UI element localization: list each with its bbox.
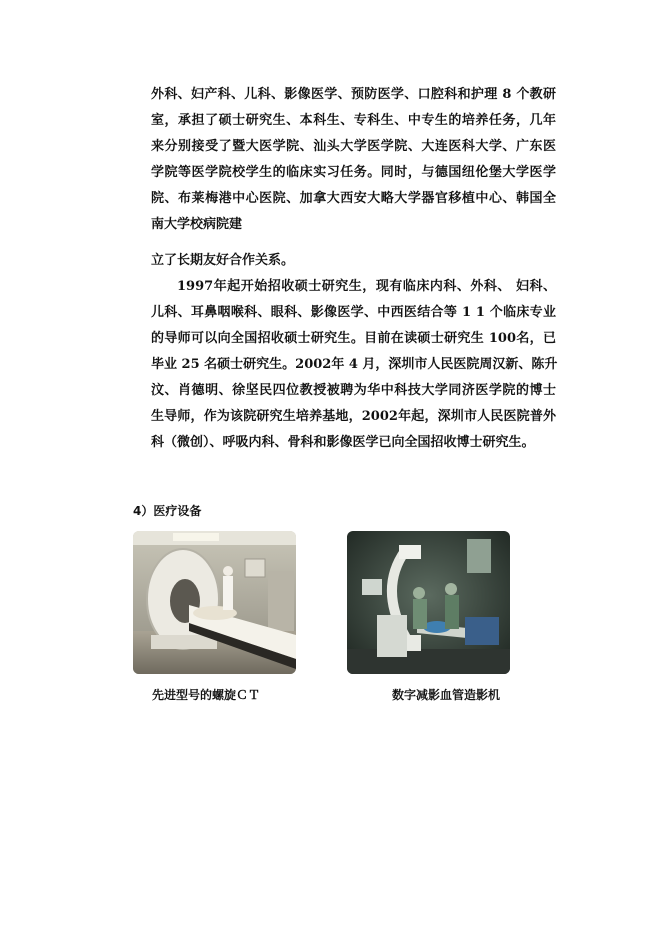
dsa-machine-illustration bbox=[347, 531, 510, 674]
text-line: 1997年起开始招收硕士研究生，现有临床内科、外科、 妇科、 bbox=[177, 279, 556, 294]
graduate-paragraph bbox=[151, 274, 556, 456]
section-heading: 4）医疗设备 bbox=[133, 504, 202, 518]
text-line: 来分别接受了暨大医学院、汕头大学医学院、大连医科大学、广东医 bbox=[151, 139, 556, 154]
text-line: 毕业 25 名硕士研究生。2002年 4 月，深圳市人民医院周汉新、陈升 bbox=[151, 357, 558, 372]
text-line: 院、布莱梅港中心医院、加拿大西安大略大学器官移植中心、韩国全 bbox=[151, 191, 556, 206]
intro-paragraph bbox=[151, 82, 556, 238]
text-line: 科（微创）、呼吸内科、骨科和影像医学已向全国招收博士研究生。 bbox=[151, 435, 535, 450]
ct-scanner-illustration bbox=[133, 531, 296, 674]
dsa-machine-photo bbox=[347, 531, 510, 674]
cooperation-line: 立了长期友好合作关系。 bbox=[151, 253, 295, 268]
text-line: 的导师可以向全国招收硕士研究生。目前在读硕士研究生 100名，已 bbox=[151, 331, 556, 346]
dsa-caption: 数字减影血管造影机 bbox=[392, 688, 501, 702]
text-line: 南大学校病院建 bbox=[151, 217, 243, 232]
ct-caption: 先进型号的螺旋ＣＴ bbox=[152, 688, 261, 702]
text-line: 学院等医学院校学生的临床实习任务。同时，与德国纽伦堡大学医学 bbox=[151, 165, 556, 180]
ct-scanner-photo bbox=[133, 531, 296, 674]
text-line: 儿科、耳鼻咽喉科、眼科、影像医学、中西医结合等 1 1 个临床专业 bbox=[151, 305, 556, 320]
text-line: 外科、妇产科、儿科、影像医学、预防医学、口腔科和护理 8 个教研 bbox=[151, 87, 556, 102]
text-line: 室，承担了硕士研究生、本科生、专科生、中专生的培养任务，几年 bbox=[151, 113, 556, 128]
text-line: 汶、肖德明、徐坚民四位教授被聘为华中科技大学同济医学院的博士 bbox=[151, 383, 556, 398]
text-line: 生导师，作为该院研究生培养基地，2002年起，深圳市人民医院普外 bbox=[151, 409, 556, 424]
